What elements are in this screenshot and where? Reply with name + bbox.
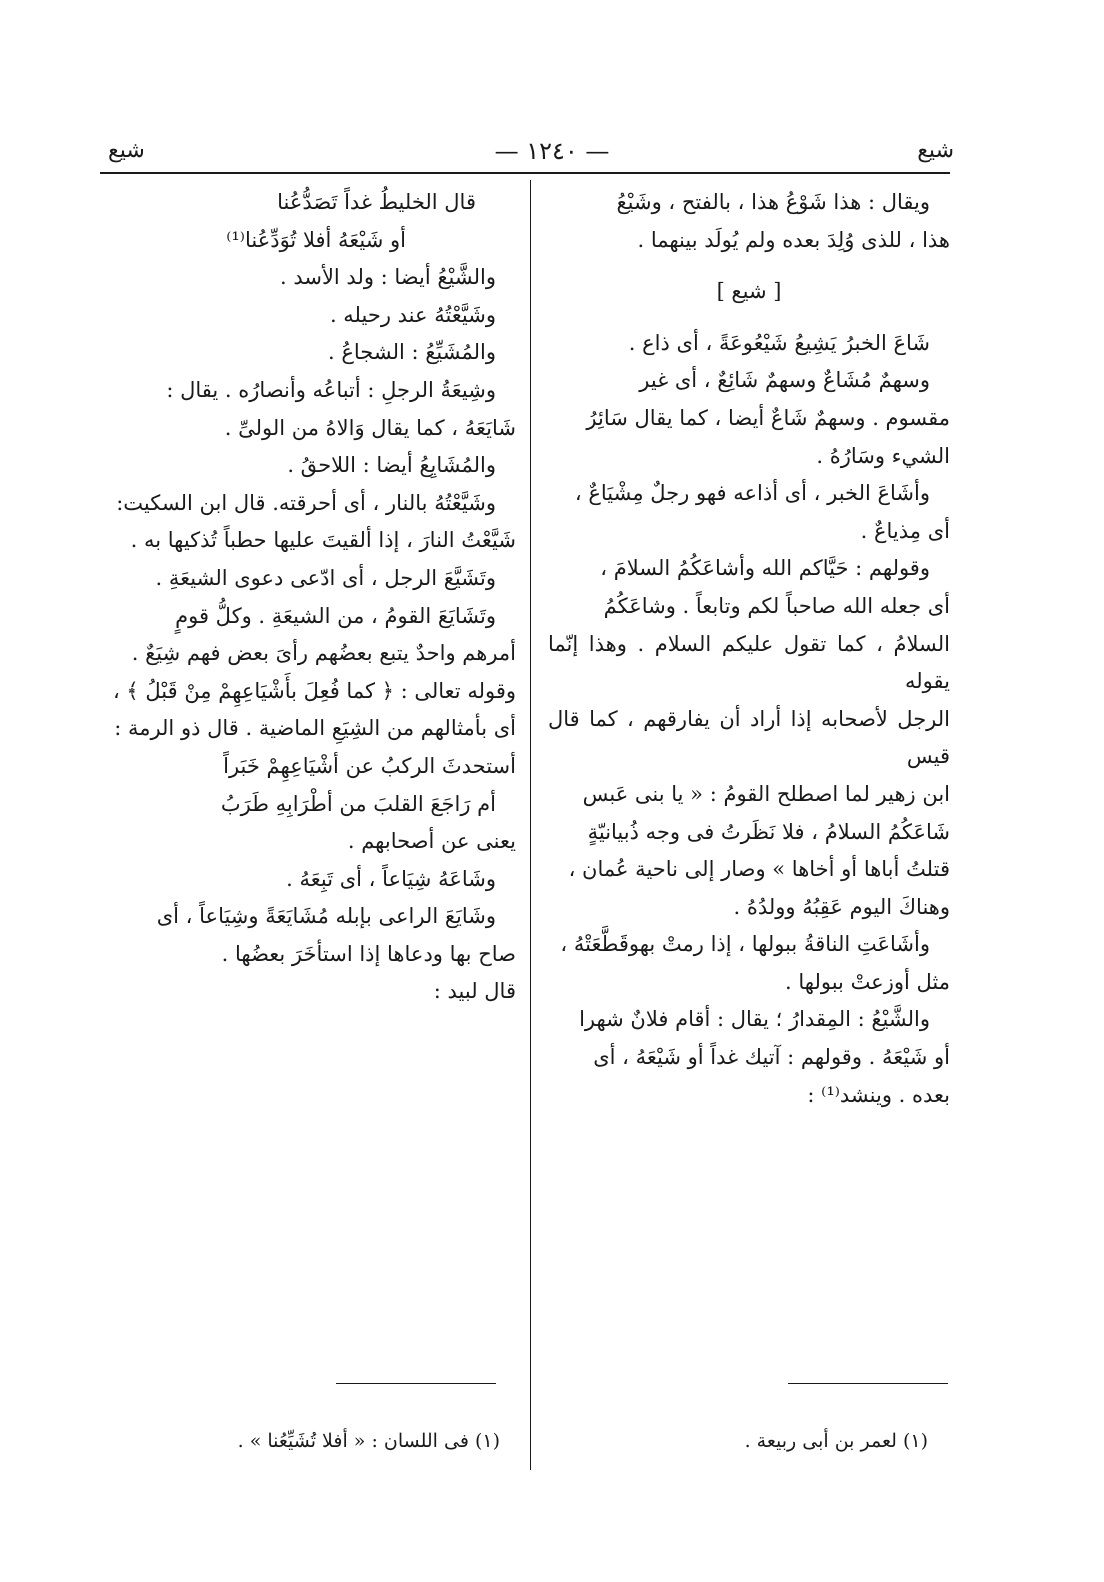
text-line: ابن زهير لما اصطلح القومُ : « يا بنى عَبس bbox=[582, 781, 950, 806]
text-line: والمُشَايِعُ أيضا : اللاحقُ . bbox=[287, 453, 496, 478]
text-line: مثل أوزعتْ ببولها . bbox=[785, 969, 950, 994]
text-line: وشَيَّعْتُهُ عند رحيله . bbox=[329, 302, 496, 327]
text-line: والشَّيْعُ : المِقدارُ ؛ يقال : أقام فلانٌ شهرا bbox=[579, 1007, 930, 1032]
text-line: وتَشَايَعَ القومُ ، من الشيعَةِ . وكلُّ قومٍ bbox=[175, 603, 496, 628]
text-line: الرجل لأصحابه إذا أراد أن يفارقهم ، كما قال قيس bbox=[548, 706, 950, 769]
text-line: وسهمٌ مُشَاعٌ وسهمٌ شَائِعٌ ، أى غير bbox=[639, 368, 930, 393]
text-line: وأشَاعَتِ الناقةُ ببولها ، إذا رمتْ بهوقَطَّعَتْهُ ، bbox=[560, 932, 930, 957]
text-line: أمرهم واحدٌ يتبع بعضُهم رأىَ بعض فهم شِيَعٌ . bbox=[131, 641, 516, 666]
footnote-rule bbox=[788, 1383, 948, 1384]
running-header-left: شيع bbox=[108, 138, 145, 163]
column-separator bbox=[530, 180, 531, 1470]
text-line: وقوله تعالى : ﴿ كما فُعِلَ بأَشْيَاعِهِمْ مِنْ قَبْلُ ﴾ ، bbox=[112, 678, 516, 703]
text-line: شَاعَ الخبرُ يَشِيعُ شَيْعُوعَةً ، أى ذاع . bbox=[628, 330, 930, 355]
verse-line: أم رَاجَعَ القلبَ من أطْرَابِهِ طَرَبُ bbox=[220, 791, 496, 816]
text-line: أى مِذياعٌ . bbox=[860, 518, 950, 543]
section-heading: [ شيع ] bbox=[716, 279, 782, 304]
text-line: صاح بها ودعاها إذا استأخَرَ بعضُها . bbox=[221, 941, 516, 966]
running-header-right: شيع bbox=[917, 138, 954, 163]
text-line: والشَّيْعُ أيضا : ولد الأسد . bbox=[279, 265, 496, 290]
text-line: أو شَيْعَهُ . وقولهم : آتيك غداً أو شَيْعَهُ ، أى bbox=[593, 1045, 950, 1070]
text-line: وشَايَعَ الراعى بإبله مُشَايَعَةً وشِيَاعاً ، أى bbox=[156, 904, 496, 929]
page-number: — ١٢٤٠ — bbox=[494, 137, 610, 165]
text-line: أى بأمثالهم من الشِيَعِ الماضية . قال ذو الرمة : bbox=[114, 716, 516, 741]
text-line: قتلتُ أباها أو أخاها » وصار إلى ناحية عُمان ، bbox=[568, 857, 950, 882]
footnote-left: (١) فى اللسان : « أفلا تُشَيِّعُنا » . bbox=[237, 1430, 500, 1452]
footnote-right: (١) لعمر بن أبى ربيعة . bbox=[744, 1430, 928, 1452]
text-line: والمُشَيِّعُ : الشجاعُ . bbox=[328, 340, 496, 365]
text-line: أى جعله الله صاحباً لكم وتابعاً . وشاعَكُمُ bbox=[603, 593, 950, 618]
text-line: ويقال : هذا شَوْعُ هذا ، بالفتح ، وشَيْعُ bbox=[616, 190, 930, 214]
text-line: هذا ، للذى وُلِدَ بعده ولم يُولَد بينهما . bbox=[637, 227, 950, 252]
text-line: الشيء وسَارُهُ . bbox=[816, 443, 950, 468]
text-line: يعنى عن أصحابهم . bbox=[347, 829, 516, 854]
text-line: بعده . وينشد⁽¹⁾ : bbox=[807, 1082, 950, 1107]
verse-line: قال الخليطُ غداً تَصَدُّعُنا bbox=[277, 190, 476, 214]
text-line: وشِيعَةُ الرجلِ : أتباعُه وأنصارُه . يقال : bbox=[166, 377, 496, 402]
text-line: شَاعَكُمُ السلامُ ، فلا نَظَرتُ فى وجه ذُبيانيّةٍ bbox=[587, 819, 950, 844]
left-column bbox=[106, 184, 516, 1011]
text-line: وهناكَ اليوم عَقِبُهُ وولدُهُ . bbox=[733, 894, 950, 919]
text-line: وتَشَيَّعَ الرجل ، أى ادّعى دعوى الشيعَةِ . bbox=[155, 565, 496, 590]
right-column bbox=[548, 184, 950, 1114]
text-line: وأشَاعَ الخبر ، أى أذاعه فهو رجلٌ مِشْيَاعٌ ، bbox=[574, 481, 930, 506]
footnote-rule bbox=[336, 1383, 496, 1384]
text-line: السلامُ ، كما تقول عليكم السلام . وهذا إنّما يقوله bbox=[548, 631, 950, 694]
text-line: وشَيَّعْتُهُ بالنار ، أى أحرقته. قال ابن السكيت: bbox=[116, 490, 496, 515]
verse-line: أو شَيْعَهُ أفلا تُوَدِّعُنا⁽¹⁾ bbox=[226, 227, 406, 252]
text-line: قال لبيد : bbox=[433, 979, 516, 1004]
text-line: شَايَعَهُ ، كما يقال وَالاهُ من الولىِّ . bbox=[224, 415, 516, 440]
text-line: مقسوم . وسهمٌ شَاعٌ أيضا ، كما يقال سَائِرُ bbox=[586, 405, 950, 430]
text-line: وقولهم : حَيَّاكم الله وأشاعَكُمُ السلامَ ، bbox=[600, 556, 930, 581]
header-rule bbox=[100, 172, 950, 174]
text-line: وشَاعَهُ شِيَاعاً ، أى تَبِعَهُ . bbox=[286, 866, 496, 891]
text-line: شَيَّعْتُ النارَ ، إذا ألقيتَ عليها حطباً تُذكيها به . bbox=[130, 528, 516, 553]
verse-line: أستحدثَ الركبُ عن أشْيَاعِهِمْ خَبَراً bbox=[223, 753, 516, 778]
